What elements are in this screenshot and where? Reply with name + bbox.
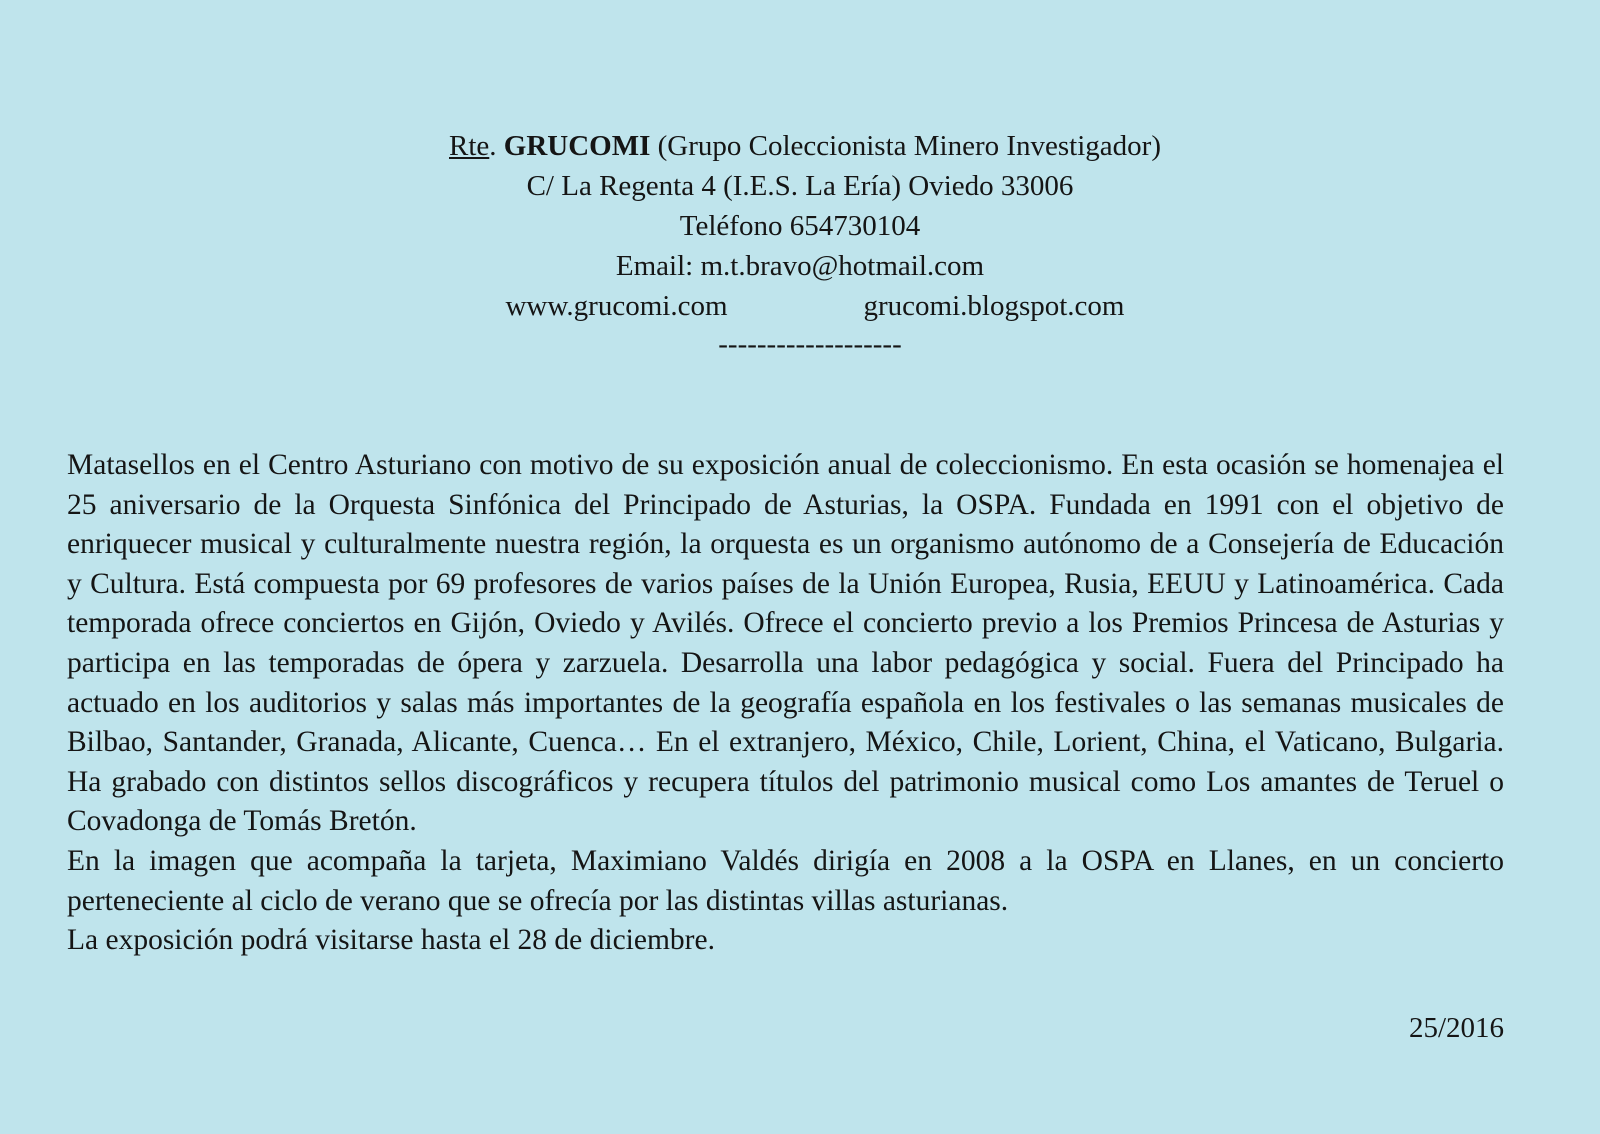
sender-address: C/ La Regenta 4 (I.E.S. La Ería) Oviedo 33006 <box>526 170 1074 202</box>
description-text <box>67 446 1504 961</box>
org-full-name: (Grupo Coleccionista Minero Investigador) <box>650 130 1161 162</box>
sender-email: Email: m.t.bravo@hotmail.com <box>615 250 985 282</box>
sender-web-line <box>0 286 1600 326</box>
divider-dashes: ------------------- <box>718 328 902 360</box>
sender-prefix-dot: . <box>489 130 504 162</box>
sender-block <box>0 126 1600 364</box>
org-name: GRUCOMI <box>503 130 651 162</box>
sender-blog: grucomi.blogspot.com <box>863 290 1125 322</box>
sender-phone: Teléfono 654730104 <box>679 210 921 242</box>
reference-number: 25/2016 <box>1408 1012 1504 1044</box>
description-paragraph-2: En la imagen que acompaña la tarjeta, Maximiano Valdés dirigía en 2008 a la OSPA en Llanes, en un concierto perteneciente al ciclo de verano que se ofrecía por las distintas villas asturianas. <box>67 844 1504 917</box>
description-paragraph-3: La exposición podrá visitarse hasta el 28 de diciembre. <box>67 924 715 957</box>
sender-website: www.grucomi.com <box>505 290 728 322</box>
sender-prefix: Rte <box>449 130 490 162</box>
description-paragraph-1: Matasellos en el Centro Asturiano con motivo de su exposición anual de coleccionismo. En esta ocasión se homenajea el 25 aniversario de la Orquesta Sinfónica del Principado de Asturias, la OSPA. Fundada en 1991 con el objetivo de enriquecer musical y culturalmente nuestra región, la orquesta es un organismo autónomo de a Consejería de Educación y Cultura. Está compuesta por 69 profesores de varios países de la Unión Europea, Rusia, EEUU y Latinoamérica. Cada temporada ofrece conciertos en Gijón, Oviedo y Avilés. Ofrece el concierto previo a los Premios Princesa de Asturias y participa en las temporadas de ópera y zarzuela. Desarrolla una labor pedagógica y social. Fuera del Principado ha actuado en los auditorios y salas más importantes de la geografía española en los festivales o las semanas musicales de Bilbao, Santander, Granada, Alicante, Cuenca… En el extranjero, México, Chile, Lorient, China, el Vaticano, Bulgaria. Ha grabado con distintos sellos discográficos y recupera títulos del patrimonio musical como Los amantes de Teruel o Covadonga de Tomás Bretón. <box>67 449 1504 838</box>
sender-name-line <box>0 126 1600 166</box>
